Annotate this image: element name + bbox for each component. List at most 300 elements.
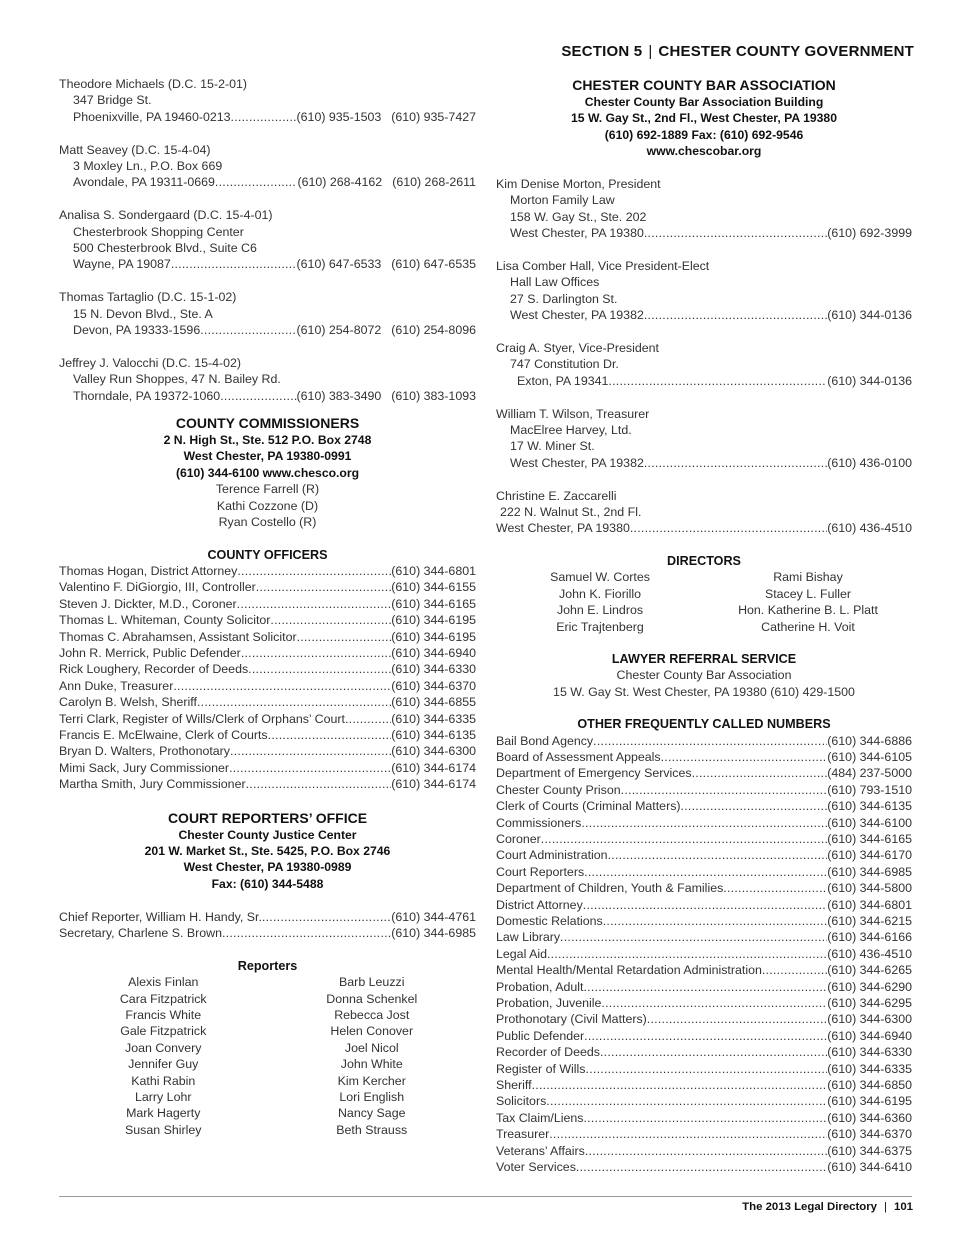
officer-label: Steven J. Dickter, M.D., Coroner — [59, 596, 237, 611]
officer-phone: (610) 344-6195 — [391, 613, 476, 628]
section-title: CHESTER COUNTY GOVERNMENT — [658, 43, 914, 60]
reporter-name: Joan Convery — [125, 1040, 202, 1055]
officer-phone: (610) 344-6174 — [391, 777, 476, 792]
dot-leader — [549, 1126, 827, 1142]
other-numbers-list — [496, 733, 912, 1176]
officer-label: Thomas Hogan, District Attorney — [59, 563, 238, 578]
dot-leader — [621, 782, 828, 798]
other-number-label: Commissioners — [496, 815, 582, 830]
other-number-label: Prothonotary (Civil Matters) — [496, 1012, 647, 1027]
commissioners-heading: COUNTY COMMISSIONERS — [175, 415, 360, 432]
other-number-label: Sheriff — [496, 1078, 532, 1093]
officer-phone: (610) 344-6330 — [391, 662, 476, 677]
dot-leader — [647, 1011, 827, 1027]
reporters-left-column — [59, 974, 268, 1138]
page-footer — [742, 1201, 913, 1213]
director-name: Stacey L. Fuller — [764, 586, 852, 601]
dot-leader — [222, 925, 391, 941]
other-number-label: Mental Health/Mental Retardation Administration — [496, 963, 762, 978]
other-number-row — [496, 831, 912, 847]
officer-row — [59, 563, 476, 579]
directors-left-column — [496, 569, 704, 635]
member-city: West Chester, PA 19382 — [510, 308, 644, 323]
reporter-name: Helen Conover — [330, 1024, 414, 1039]
other-number-label: Treasurer — [496, 1127, 550, 1142]
member-name: Kim Denise Morton, President — [496, 177, 661, 192]
officer-phone: (610) 344-6801 — [391, 563, 476, 578]
other-number-label: Voter Services — [496, 1160, 576, 1175]
district-address: 15 N. Devon Blvd., Ste. A — [73, 306, 213, 321]
district-city: Phoenixville, PA 19460-0213 — [73, 109, 231, 124]
other-number-phone: (610) 344-6100 — [827, 815, 912, 830]
officer-label: Francis E. McElwaine, Clerk of Courts — [59, 727, 268, 742]
member-firm: Hall Law Offices — [510, 275, 600, 290]
other-number-row — [496, 913, 912, 929]
reporter-name: Beth Strauss — [336, 1122, 408, 1137]
officer-label: Thomas L. Whiteman, County Solicitor — [59, 613, 271, 628]
director-name: Catherine H. Voit — [761, 619, 855, 634]
other-number-label: Solicitors — [496, 1094, 547, 1109]
officer-label: Terri Clark, Register of Wills/Clerk of Orphans’ Court — [59, 711, 345, 726]
bar-member-entry — [496, 176, 912, 242]
district-entry — [59, 355, 476, 404]
member-city-line — [496, 307, 912, 323]
dot-leader — [197, 694, 391, 710]
other-number-label: Legal Aid — [496, 946, 547, 961]
member-name: Craig A. Styer, Vice-President — [496, 341, 659, 356]
district-city-line — [59, 256, 476, 272]
other-number-phone: (610) 344-6165 — [827, 831, 912, 846]
district-fax: (610) 383-1093 — [391, 388, 476, 403]
officer-phone: (610) 344-6155 — [391, 580, 476, 595]
dot-leader — [248, 661, 391, 677]
other-number-row — [496, 995, 912, 1011]
dot-leader — [681, 798, 828, 814]
district-phone: (610) 268-4162 — [297, 175, 383, 190]
other-number-phone: (610) 344-6265 — [827, 963, 912, 978]
dot-leader — [215, 174, 298, 190]
member-phone: (610) 436-0100 — [827, 455, 912, 470]
court-reporters-city: West Chester, PA 19380-0989 — [183, 860, 352, 875]
other-number-label: Law Library — [496, 930, 561, 945]
member-firm: Morton Family Law — [510, 193, 615, 208]
officer-phone: (610) 344-6195 — [391, 629, 476, 644]
dot-leader — [644, 225, 827, 241]
court-reporters-heading: COURT REPORTERS’ OFFICE — [167, 809, 368, 826]
member-city-line — [496, 455, 912, 471]
reporter-name: Susan Shirley — [125, 1122, 202, 1137]
reporter-contact-phone: (610) 344-4761 — [391, 909, 476, 924]
reporter-name: Larry Lohr — [135, 1090, 192, 1105]
bar-member-entry — [496, 406, 912, 472]
reporter-name: Joel Nicol — [344, 1040, 399, 1055]
district-entry — [59, 142, 476, 191]
dot-leader — [171, 256, 297, 272]
dot-leader — [593, 733, 827, 749]
reporter-contact-label: Chief Reporter, William H. Handy, Sr. — [59, 909, 262, 924]
member-city: West Chester, PA 19382 — [510, 455, 644, 470]
other-number-phone: (610) 344-6215 — [827, 914, 912, 929]
officer-label: Ann Duke, Treasurer — [59, 678, 174, 693]
footer-separator: | — [884, 1201, 887, 1213]
header-separator: | — [648, 43, 653, 60]
member-city-line — [496, 520, 912, 536]
reporter-name: John White — [340, 1057, 403, 1072]
dot-leader — [229, 760, 391, 776]
dot-leader — [585, 1143, 827, 1159]
officer-row — [59, 596, 476, 612]
officer-row — [59, 645, 476, 661]
other-number-phone: (610) 344-6335 — [827, 1061, 912, 1076]
other-number-phone: (610) 344-6985 — [827, 864, 912, 879]
other-number-row — [496, 733, 912, 749]
member-name: Lisa Comber Hall, Vice President-Elect — [496, 259, 710, 274]
dot-leader — [246, 776, 392, 792]
section-header — [561, 43, 914, 60]
director-name: John E. Lindros — [556, 603, 644, 618]
district-phone: (610) 383-3490 — [296, 388, 382, 403]
dot-leader — [644, 307, 827, 323]
dot-leader — [603, 913, 828, 929]
bar-member-entry — [496, 488, 912, 537]
other-number-label: Court Administration — [496, 848, 608, 863]
dot-leader — [345, 711, 391, 727]
district-name: Theodore Michaels (D.C. 15-2-01) — [59, 77, 248, 91]
other-number-label: District Attorney — [496, 897, 583, 912]
district-city: Thorndale, PA 19372-1060 — [73, 388, 221, 403]
other-number-phone: (610) 344-6850 — [827, 1078, 912, 1093]
referral-org: Chester County Bar Association — [616, 668, 792, 683]
member-address: 222 N. Walnut St., 2nd Fl. — [500, 505, 642, 520]
reporters-list — [59, 974, 476, 1138]
dot-leader — [661, 749, 828, 765]
district-city-line — [59, 322, 476, 338]
other-number-row — [496, 1126, 912, 1142]
officer-row — [59, 579, 476, 595]
officer-label: Valentino F. DiGiorgio, III, Controller — [59, 580, 256, 595]
reporter-name: Alexis Finlan — [128, 975, 199, 990]
member-city-line — [496, 225, 912, 241]
officer-label: John R. Merrick, Public Defender — [59, 645, 241, 660]
commissioner-name: Ryan Costello (R) — [218, 515, 317, 530]
other-number-label: Court Reporters — [496, 864, 585, 879]
officer-label: Carolyn B. Welsh, Sheriff — [59, 695, 197, 710]
officer-label: Mimi Sack, Jury Commissioner — [59, 760, 230, 775]
directors-list — [496, 569, 912, 635]
officer-label: Rick Loughery, Recorder of Deeds — [59, 662, 249, 677]
other-number-label: Recorder of Deeds — [496, 1045, 600, 1060]
member-city-line — [496, 373, 912, 389]
reporter-name: Mark Hagerty — [126, 1106, 201, 1121]
other-number-phone: (610) 344-6290 — [827, 979, 912, 994]
other-number-phone: (610) 344-6410 — [827, 1160, 912, 1175]
other-number-phone: (610) 344-6170 — [827, 848, 912, 863]
other-number-label: Board of Assessment Appeals — [496, 749, 661, 764]
other-number-label: Public Defender — [496, 1028, 585, 1043]
officers-heading: COUNTY OFFICERS — [207, 547, 328, 562]
other-number-row — [496, 864, 912, 880]
other-number-label: Domestic Relations — [496, 914, 603, 929]
district-address: Valley Run Shoppes, 47 N. Bailey Rd. — [73, 372, 281, 387]
member-firm: MacElree Harvey, Ltd. — [510, 423, 632, 438]
directors-heading: DIRECTORS — [667, 553, 741, 568]
other-number-phone: (610) 793-1510 — [827, 782, 912, 797]
other-number-phone: (610) 344-6135 — [827, 799, 912, 814]
other-number-phone: (610) 436-4510 — [827, 946, 912, 961]
member-address: 27 S. Darlington St. — [510, 291, 618, 306]
officer-label: Thomas C. Abrahamsen, Assistant Solicitor — [59, 629, 297, 644]
other-number-phone: (610) 344-6195 — [827, 1094, 912, 1109]
dot-leader — [601, 995, 827, 1011]
reporter-contact-row — [59, 909, 476, 925]
other-number-row — [496, 1093, 912, 1109]
district-entry — [59, 76, 476, 125]
other-number-phone: (610) 344-5800 — [827, 881, 912, 896]
bar-building: Chester County Bar Association Building — [584, 95, 824, 109]
other-number-label: Clerk of Courts (Criminal Matters) — [496, 799, 681, 814]
other-number-row — [496, 1044, 912, 1060]
dot-leader — [173, 678, 391, 694]
dot-leader — [586, 1061, 828, 1077]
other-number-label: Department of Emergency Services — [496, 766, 692, 781]
other-number-row — [496, 1143, 912, 1159]
director-name: John K. Fiorillo — [559, 586, 641, 601]
officer-phone: (610) 344-6135 — [391, 727, 476, 742]
dot-leader — [268, 727, 392, 743]
district-name: Analisa S. Sondergaard (D.C. 15-4-01) — [59, 208, 273, 223]
other-number-row — [496, 1110, 912, 1126]
dot-leader — [584, 1028, 827, 1044]
district-address: 347 Bridge St. — [73, 93, 152, 108]
officer-phone: (610) 344-6174 — [391, 760, 476, 775]
member-phone: (610) 692-3999 — [827, 226, 912, 241]
dot-leader — [256, 579, 392, 595]
court-reporters-building: Chester County Justice Center — [178, 827, 357, 842]
bar-phone-fax: (610) 692-1889 Fax: (610) 692-9546 — [604, 127, 804, 142]
dot-leader — [600, 1044, 827, 1060]
bar-member-entry — [496, 340, 912, 389]
dot-leader — [231, 109, 297, 125]
dot-leader — [297, 629, 392, 645]
district-city: Avondale, PA 19311-0669 — [73, 175, 215, 190]
reporter-name: Francis White — [125, 1008, 202, 1023]
dot-leader — [584, 864, 827, 880]
officer-row — [59, 612, 476, 628]
member-city: West Chester, PA 19380 — [496, 521, 630, 536]
officer-row — [59, 678, 476, 694]
officer-phone: (610) 344-6335 — [391, 711, 476, 726]
other-number-phone: (610) 344-6295 — [827, 996, 912, 1011]
other-number-phone: (610) 344-6940 — [827, 1028, 912, 1043]
officer-row — [59, 711, 476, 727]
reporter-contact-phone: (610) 344-6985 — [391, 926, 476, 941]
district-fax: (610) 647-6535 — [391, 257, 476, 272]
district-phone: (610) 254-8072 — [296, 323, 382, 338]
other-numbers-heading: OTHER FREQUENTLY CALLED NUMBERS — [577, 717, 831, 732]
dot-leader — [237, 563, 391, 579]
officer-row — [59, 776, 476, 792]
district-name: Thomas Tartaglio (D.C. 15-1-02) — [59, 290, 237, 305]
district-address: Chesterbrook Shopping Center — [73, 224, 244, 239]
other-number-label: Veterans’ Affairs — [496, 1143, 585, 1158]
other-number-phone: (610) 344-6300 — [827, 1012, 912, 1027]
bar-member-entry — [496, 258, 912, 324]
dot-leader — [546, 1093, 827, 1109]
officer-row — [59, 629, 476, 645]
reporter-name: Donna Schenkel — [326, 991, 418, 1006]
other-number-row — [496, 1061, 912, 1077]
dot-leader — [241, 645, 391, 661]
officer-row — [59, 743, 476, 759]
other-number-phone: (610) 344-6360 — [827, 1110, 912, 1125]
dot-leader — [581, 815, 827, 831]
other-number-label: Probation, Juvenile — [496, 996, 602, 1011]
other-number-label: Department of Children, Youth & Families — [496, 881, 724, 896]
member-city: West Chester, PA 19380 — [510, 226, 644, 241]
commissioners-address: 2 N. High St., Ste. 512 P.O. Box 2748 — [163, 433, 372, 448]
other-number-row — [496, 946, 912, 962]
officer-phone: (610) 344-6940 — [391, 645, 476, 660]
other-number-label: Tax Claim/Liens — [496, 1110, 584, 1125]
right-column — [496, 76, 912, 1176]
officer-row — [59, 760, 476, 776]
other-number-row — [496, 880, 912, 896]
officer-phone: (610) 344-6300 — [391, 744, 476, 759]
other-number-row — [496, 929, 912, 945]
other-number-label: Coroner — [496, 831, 541, 846]
other-number-label: Probation, Adult — [496, 979, 584, 994]
district-phone: (610) 647-6533 — [296, 257, 382, 272]
reporter-name: Kim Kercher — [337, 1073, 406, 1088]
dot-leader — [532, 1077, 828, 1093]
member-phone: (610) 344-0136 — [827, 308, 912, 323]
district-address-2: 500 Chesterbrook Blvd., Suite C6 — [73, 241, 257, 256]
officers-list — [59, 563, 476, 793]
dot-leader — [262, 909, 391, 925]
dot-leader — [583, 1110, 827, 1126]
other-number-row — [496, 897, 912, 913]
referral-address: 15 W. Gay St. West Chester, PA 19380 (610) 429-1500 — [553, 684, 855, 699]
reporter-name: Barb Leuzzi — [339, 975, 405, 990]
reporter-name: Rebecca Jost — [334, 1008, 410, 1023]
court-reporters-fax: Fax: (610) 344-5488 — [211, 876, 324, 891]
officer-row — [59, 694, 476, 710]
director-name: Hon. Katherine B. L. Platt — [738, 603, 878, 618]
other-number-phone: (484) 237-5000 — [827, 766, 912, 781]
dot-leader — [547, 946, 827, 962]
reporter-name: Jennifer Guy — [128, 1057, 199, 1072]
bar-association-heading: CHESTER COUNTY BAR ASSOCIATION — [572, 77, 836, 93]
other-number-phone: (610) 344-6166 — [827, 930, 912, 945]
reporters-right-column — [268, 974, 477, 1138]
dot-leader — [583, 979, 827, 995]
district-fax: (610) 268-2611 — [392, 175, 476, 190]
dot-leader — [762, 962, 827, 978]
left-column — [59, 76, 476, 1138]
dot-leader — [583, 897, 828, 913]
commissioners-contact: (610) 344-6100 www.chesco.org — [175, 465, 360, 480]
section-number: SECTION 5 — [561, 43, 643, 60]
officer-phone: (610) 344-6370 — [391, 678, 476, 693]
other-number-row — [496, 782, 912, 798]
reporter-name: Lori English — [339, 1090, 405, 1105]
other-number-row — [496, 749, 912, 765]
dot-leader — [237, 596, 392, 612]
reporter-name: Kathi Rabin — [131, 1073, 196, 1088]
page-number: 101 — [893, 1201, 913, 1213]
commissioner-name: Kathi Cozzone (D) — [216, 498, 319, 513]
reporter-name: Nancy Sage — [337, 1106, 406, 1121]
bar-address: 15 W. Gay St., 2nd Fl., West Chester, PA 19380 — [571, 111, 837, 126]
reporter-name: Gale Fitzpatrick — [120, 1024, 207, 1039]
district-phone: (610) 935-1503 — [296, 109, 382, 124]
district-city-line — [59, 388, 476, 404]
other-number-row — [496, 979, 912, 995]
commissioner-name: Terence Farrell (R) — [215, 482, 320, 497]
dot-leader — [220, 388, 296, 404]
other-number-row — [496, 847, 912, 863]
member-address: 17 W. Miner St. — [510, 439, 595, 454]
officer-row — [59, 661, 476, 677]
dot-leader — [644, 455, 827, 471]
member-phone: (610) 436-4510 — [827, 521, 912, 536]
director-name: Eric Trajtenberg — [556, 619, 644, 634]
member-phone: (610) 344-0136 — [827, 373, 912, 388]
district-city-line — [59, 174, 476, 190]
district-name: Matt Seavey (D.C. 15-4-04) — [59, 142, 211, 157]
other-number-phone: (610) 344-6105 — [827, 749, 912, 764]
dot-leader — [541, 831, 828, 847]
other-number-phone: (610) 344-6375 — [827, 1143, 912, 1158]
officer-row — [59, 727, 476, 743]
reporter-contact-label: Secretary, Charlene S. Brown — [59, 926, 222, 941]
officer-phone: (610) 344-6855 — [391, 695, 476, 710]
district-city: Devon, PA 19333-1596 — [73, 323, 201, 338]
dot-leader — [230, 743, 391, 759]
reporter-name: Cara Fitzpatrick — [119, 991, 207, 1006]
footer-divider — [59, 1196, 912, 1197]
member-name: Christine E. Zaccarelli — [496, 488, 617, 503]
district-name: Jeffrey J. Valocchi (D.C. 15-4-02) — [59, 355, 242, 370]
other-number-row — [496, 1028, 912, 1044]
bar-website: www.chescobar.org — [646, 144, 762, 159]
district-fax: (610) 254-8096 — [391, 323, 476, 338]
director-name: Samuel W. Cortes — [550, 570, 650, 585]
member-address: 158 W. Gay St., Ste. 202 — [510, 209, 647, 224]
dot-leader — [692, 765, 828, 781]
other-number-row — [496, 1077, 912, 1093]
director-name: Rami Bishay — [773, 570, 843, 585]
other-number-row — [496, 1159, 912, 1175]
officer-label: Martha Smith, Jury Commissioner — [59, 777, 246, 792]
other-number-phone: (610) 344-6330 — [827, 1045, 912, 1060]
member-address: 747 Constitution Dr. — [510, 357, 619, 372]
other-number-row — [496, 1011, 912, 1027]
reporters-subheading: Reporters — [237, 958, 298, 973]
other-number-phone: (610) 344-6886 — [827, 733, 912, 748]
other-number-row — [496, 798, 912, 814]
member-name: William T. Wilson, Treasurer — [496, 406, 650, 421]
dot-leader — [723, 880, 827, 896]
other-number-phone: (610) 344-6801 — [827, 897, 912, 912]
dot-leader — [608, 847, 828, 863]
district-address: 3 Moxley Ln., P.O. Box 669 — [73, 159, 223, 174]
officer-phone: (610) 344-6165 — [391, 596, 476, 611]
other-number-label: Chester County Prison — [496, 782, 621, 797]
court-reporters-address: 201 W. Market St., Ste. 5425, P.O. Box 2746 — [144, 844, 391, 858]
dot-leader — [560, 929, 827, 945]
other-number-label: Bail Bond Agency — [496, 733, 594, 748]
